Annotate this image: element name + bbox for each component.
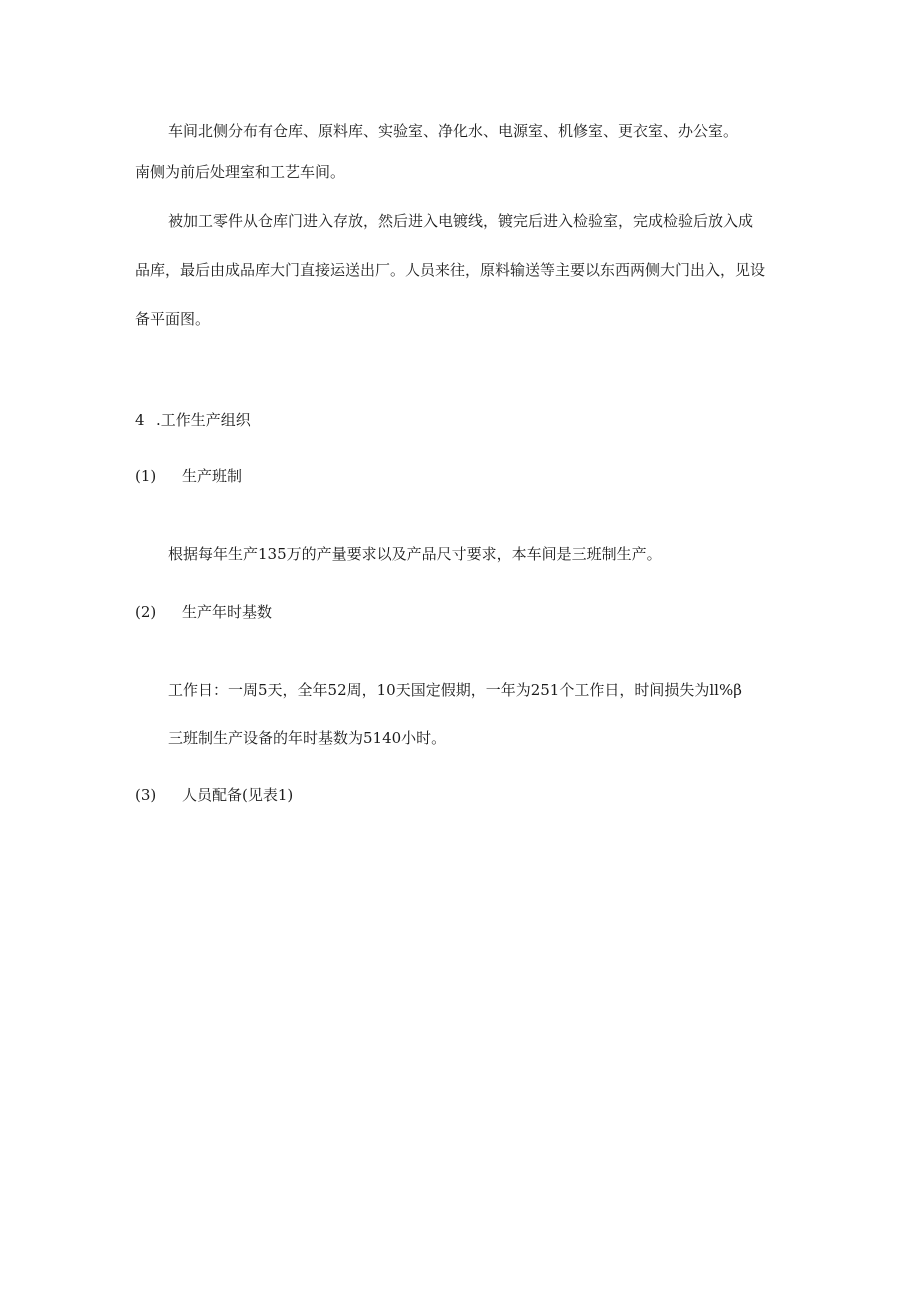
item-2-body-line-2: 三班制生产设备的年时基数为5140小时。 [168,729,447,747]
item-2-title: 生产年时基数 [182,603,273,621]
item-2-number: (2) [135,603,157,621]
item-2-body-line-1: 工作日：一周5天，全年52周，10天国定假期，一年为251个工作日，时间损失为ll%β [168,681,742,699]
paragraph-1-line-1: 车间北侧分布有仓库、原料库、实验室、净化水、电源室、机修室、更衣室、办公室。 [168,122,739,140]
section-number: 4 [135,411,145,429]
paragraph-2-line-1: 被加工零件从仓库门进入存放，然后进入电镀线，镀完后进入检验室，完成检验后放入成 [168,212,754,230]
paragraph-2-line-2: 品库，最后由成品库大门直接运送出厂。人员来往，原料输送等主要以东西两侧大门出入，见设 [135,261,766,279]
paragraph-2-line-3: 备平面图。 [135,310,211,328]
item-3-title: 人员配备(见表1) [182,786,294,804]
item-1-title: 生产班制 [182,467,243,485]
item-3-number: (3) [135,786,157,804]
section-title: .工作生产组织 [156,411,251,429]
item-1-body: 根据每年生产135万的产量要求以及产品尺寸要求，本车间是三班制生产。 [168,545,662,563]
item-1-number: (1) [135,467,157,485]
paragraph-1-line-2: 南侧为前后处理室和工艺车间。 [135,163,346,181]
